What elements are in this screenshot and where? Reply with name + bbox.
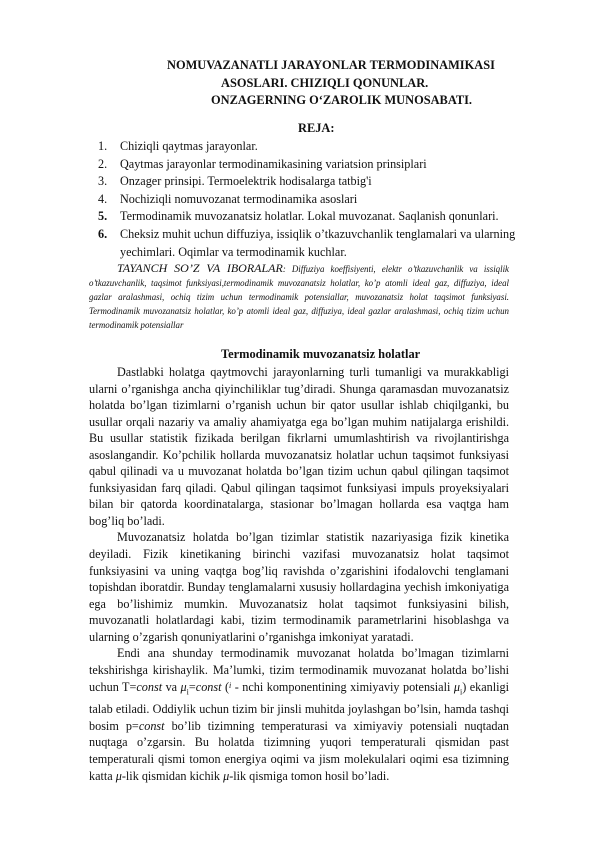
plan-item-number: 5. xyxy=(98,209,108,224)
const-term: const xyxy=(138,718,165,733)
paragraph-3 xyxy=(89,645,509,784)
index-i: i xyxy=(229,681,232,691)
subscript-i: i xyxy=(459,687,463,697)
plan-item xyxy=(98,173,518,191)
plan-heading: REJA: xyxy=(298,121,335,135)
plan-item-number: 3. xyxy=(98,174,108,189)
plan-item-text: Nochiziqli nomuvozanat termodinamika asoslari xyxy=(120,191,358,206)
mu-symbol: μ xyxy=(453,680,460,695)
p3-text: Endi ana shunday termodinamik muvozanat holatda bo’lmagan tizimlarni tekshirishga kirishaylik. Ma’lumki, tizim termodinamik muvozanat holatda bo’lishi uchun T= xyxy=(89,646,509,695)
const-term: const xyxy=(195,680,222,695)
plan-item xyxy=(98,191,518,209)
keywords-block xyxy=(89,262,509,333)
mu-symbol: μ xyxy=(115,768,122,783)
keywords-text: : Diffuziya koeffisiyenti, elektr o’tkazuvchanlik va issiqlik o’tkazuvchanlik, taqsimot funksiyasi,termodinamik muvozanatsiz holatlar, ko’p atomli ideal gaz, diffuziya, ideal gazlar aralashmasi, ochiq tizim uchun termodinamik potensiallar, muvozanatsiz holat taqsimot funksiyasi. Termodinamik muvozanatsiz holatlar, ko’p atomli ideal gaz, diffuziya, ideal gazlar aralashmasi, ochiq tizim uchun termodinamik potensiallar xyxy=(89,264,509,330)
plan-item-text: Qaytmas jarayonlar termodinamikasining variatsion prinsiplari xyxy=(120,156,427,171)
plan-item xyxy=(98,138,518,156)
section-heading: Termodinamik muvozanatsiz holatlar xyxy=(221,347,421,361)
plan-item xyxy=(98,208,518,226)
mu-symbol: μ xyxy=(180,680,187,695)
plan-item-number: 2. xyxy=(98,156,108,171)
plan-item-text: Onzager prinsipi. Termoelektrik hodisalarga tatbig'i xyxy=(120,174,372,189)
plan-item-text: Termodinamik muvozanatsiz holatlar. Lokal muvozanat. Saqlanish qonunlari. xyxy=(120,209,499,224)
p3-text: - nchi komponentining ximiyaviy potensiali xyxy=(231,680,454,695)
paragraph-1: Dastlabki holatga qaytmovchi jarayonlarning turli tumanligi va murakkabligi ularni o’rganishga ancha qiyinchiliklar tug’diradi. Shunga qaramasdan muvozanatsiz holatda bo’lgan tizimlarni o’rganish uchun bir qator usullar ishlab chiqilganki, bu usullar orqali nazariy va amaliy ahamiyatga ega bo’lgan muhim natijalarga erishildi. Bu usullar statistik fizikada berilgan fikrlarni umumlashtirish va rivojlantirishga asoslangandir. Ko’pchilik hollarda muvozanatsiz holatlar uchun taqsimot funksiyasi qabul qilinadi va u muvozanat holatda bo’lgan tizim uchun qabul qilingan taqsimot funksiyasidan farq qiladi. Qabul qilingan taqsimot funksiyasi impuls proyeksiyalari bilan bir qatorda koordinatalarga, stasionar bo’lmagan hollarda esa vaqtga ham bog’liq bo’ladi. xyxy=(89,365,509,528)
keywords-label: TAYANCH SO’Z VA IBORALAR xyxy=(117,261,283,275)
p3-text: va xyxy=(162,680,181,695)
p3-text: ( xyxy=(221,680,230,695)
p3-text: = xyxy=(188,680,196,695)
const-term: const xyxy=(136,680,163,695)
title-line-2: ASOSLARI. CHIZIQLI QONUNLAR. xyxy=(221,76,429,90)
plan-item-number: 4. xyxy=(98,191,108,206)
plan-item-number: 1. xyxy=(98,139,108,153)
subscript-i: i xyxy=(186,687,189,697)
body-text xyxy=(89,364,509,784)
p3-text: ) ekanligi talab etiladi. Oddiylik uchun tizim bir jinsli muhitda joylashgan bo’lsin, hamda tashqi bosim p= xyxy=(89,680,509,733)
plan-item-number: 6. xyxy=(98,226,108,241)
p3-text: -lik qismiga tomon hosil bo’ladi. xyxy=(229,768,390,783)
plan-list xyxy=(98,138,518,261)
p3-text: -lik qismidan kichik xyxy=(121,768,224,783)
plan-item-text: Cheksiz muhit uchun diffuziya, issiqlik o’tkazuvchanlik tenglamalari va ularning yechimlari. Oqimlar va termodinamik kuchlar. xyxy=(120,226,516,259)
title-line-3: ONZAGERNING O‘ZAROLIK MUNOSABATI. xyxy=(211,93,473,107)
plan-item xyxy=(98,226,518,261)
plan-item xyxy=(98,156,518,174)
plan-item-text: Chiziqli qaytmas jarayonlar. xyxy=(120,139,258,153)
paragraph-2: Muvozanatsiz holatda bo’lgan tizimlar statistik nazariyasiga fizik kinetika deyiladi. Fizik kinetikaning birinchi vazifasi muvozanatsiz holat taqsimot funksiyasini va uning vaqtga bog’liq ravishda o’zgarishini ifodalovchi tenglamani topishdan iboratdir. Bunday tenglamalarni xususiy hollardagina yechish imkoniyatiga ega bo’lishimiz mumkin. Muvozanatsiz holat taqsimot funksiyasini bilish, muvozanatli holatlardagi kabi, tizim termodinamik parametrlarini hisoblashga va ularning o’zgarish qonuniyatlarini o’rganishga imkoniyat yaratadi. xyxy=(89,530,509,644)
p3-text: bo’lib tizimning temperaturasi va ximiyaviy potensiali nuqtadan nuqtaga o’zgarsin. Bu holatda tizimning yuqori temperaturali qismidan past temperaturali qismi tomon energiya oqimi va jism molekulalari oqimi esa tizimning katta xyxy=(89,718,509,783)
mu-symbol: μ xyxy=(223,768,230,783)
title-line-1: NOMUVAZANATLI JARAYONLAR TERMODINAMIKASI xyxy=(167,58,495,72)
